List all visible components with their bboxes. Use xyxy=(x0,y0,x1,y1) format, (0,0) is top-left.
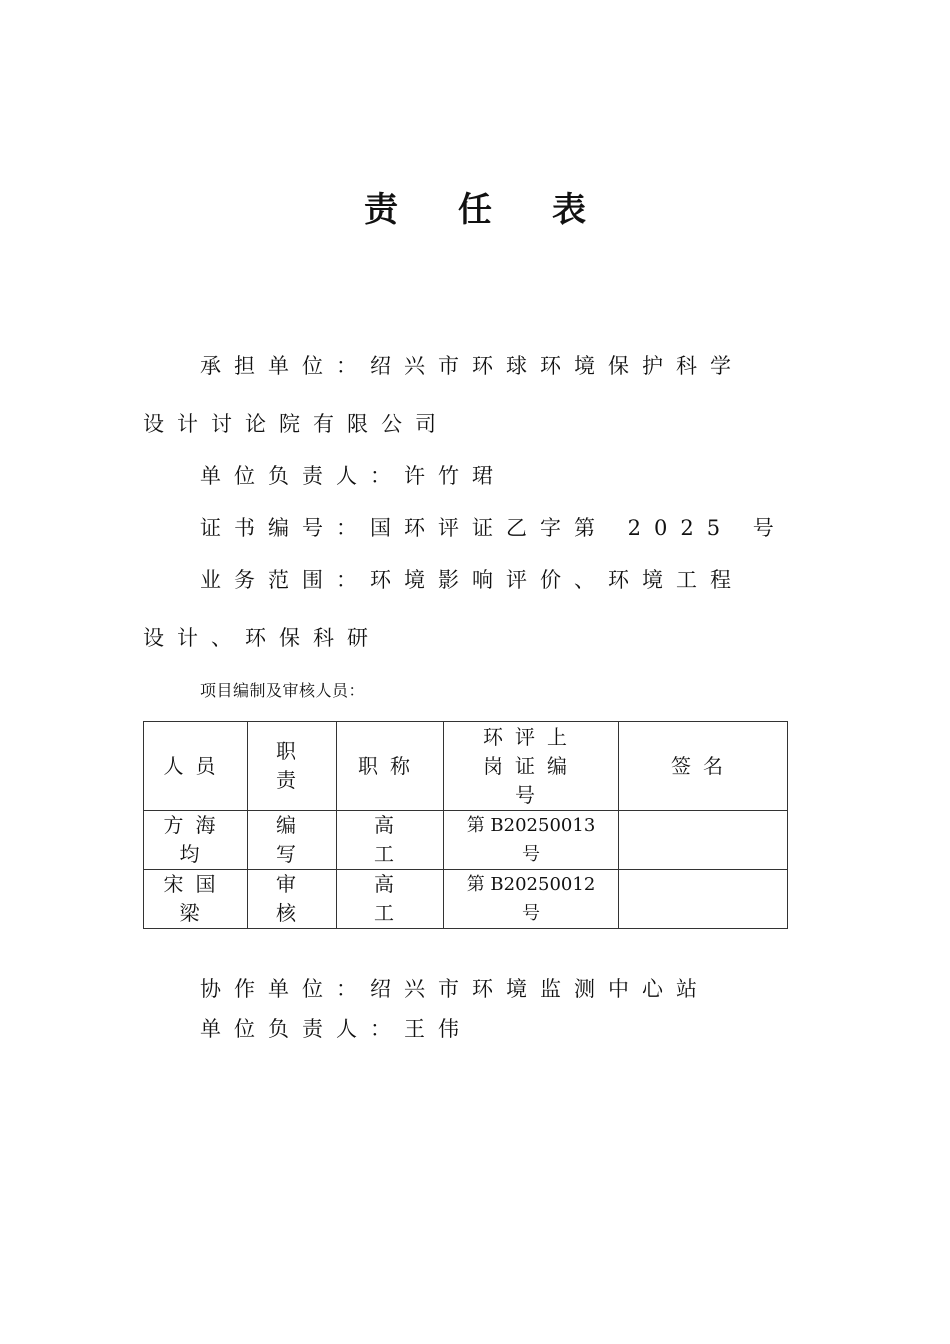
cooperation-leader: 单位负责人：王伟 xyxy=(200,1017,472,1041)
table-header-row xyxy=(144,722,788,811)
staff-cert: 第 B20250013 号 xyxy=(444,811,619,870)
staff-duty: 审核 xyxy=(248,870,337,929)
cooperation-unit: 协作单位：绍兴市环境监测中心站 xyxy=(200,977,710,1001)
staff-name: 方海均 xyxy=(144,811,248,870)
business-scope-line1: 业务范围：环境影响评价、环境工程 xyxy=(200,568,744,592)
certificate-number: 证书编号：国环评证乙字第 2025 号 xyxy=(200,516,787,540)
title-char: 责 xyxy=(364,190,398,230)
staff-signature xyxy=(619,811,788,870)
header-cell: 人员 xyxy=(144,722,248,811)
unit-leader: 单位负责人：许竹珺 xyxy=(200,464,506,488)
header-cell: 签名 xyxy=(619,722,788,811)
staff-title: 高工 xyxy=(337,811,444,870)
header-cell: 环评上岗证编号 xyxy=(444,722,619,811)
header-cell: 职称 xyxy=(337,722,444,811)
undertaking-unit-line1: 承担单位：绍兴市环球环境保护科学 xyxy=(200,354,744,378)
table-row xyxy=(144,870,788,929)
staff-duty: 编写 xyxy=(248,811,337,870)
staff-caption: 项目编制及审核人员： xyxy=(200,681,366,700)
staff-cert: 第 B20250012 号 xyxy=(444,870,619,929)
staff-title: 高工 xyxy=(337,870,444,929)
title-char: 表 xyxy=(552,190,586,230)
staff-name: 宋国梁 xyxy=(144,870,248,929)
staff-table xyxy=(143,721,788,929)
page-title xyxy=(0,182,950,231)
staff-signature xyxy=(619,870,788,929)
title-char: 任 xyxy=(458,190,492,230)
undertaking-unit-line2: 设计讨论院有限公司 xyxy=(143,412,449,436)
business-scope-line2: 设计、环保科研 xyxy=(143,626,381,650)
table-row xyxy=(144,811,788,870)
header-cell: 职责 xyxy=(248,722,337,811)
